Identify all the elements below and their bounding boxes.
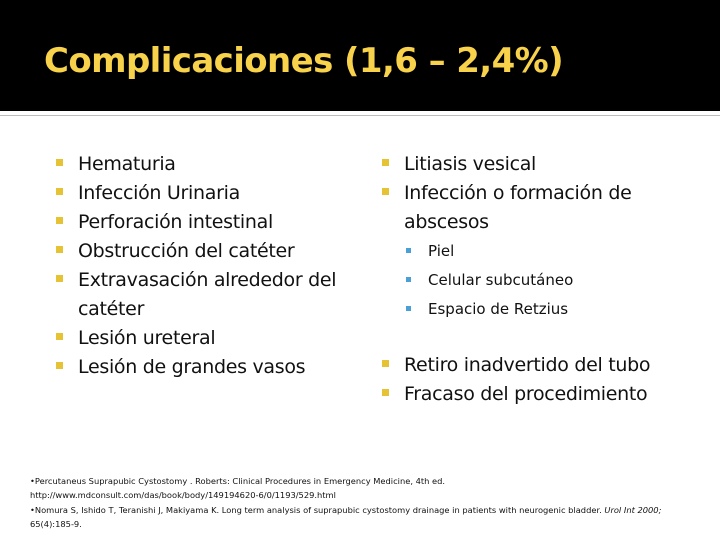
- left-column: [54, 150, 354, 382]
- list-item: Extravasación alrededor del catéter: [54, 266, 354, 324]
- reference-1-text: •Percutaneus Suprapubic Cystostomy . Roberts: Clinical Procedures in Emergency Medicine, 4th ed.: [30, 476, 446, 486]
- sub-list-item: Piel: [380, 237, 700, 266]
- sub-list-item: Celular subcutáneo: [380, 266, 700, 295]
- bullet-square-icon: [382, 360, 389, 367]
- reference-1: [30, 474, 695, 503]
- list-item: Infección o formación de abscesos: [380, 179, 700, 237]
- sub-bullet-square-icon: [406, 248, 411, 253]
- reference-2-text: •Nomura S, Ishido T, Teranishi J, Makiyama K. Long term analysis of suprapubic cystostomy drainage in patients with neurogenic bladder.: [30, 504, 605, 515]
- bullet-square-icon: [382, 389, 389, 396]
- bullet-square-icon: [56, 362, 63, 369]
- references: [30, 474, 695, 532]
- list-item: Litiasis vesical: [380, 150, 700, 179]
- left-bullet-list: [54, 150, 354, 382]
- reference-2-tail: 65(4):185-9.: [30, 519, 82, 530]
- bullet-square-icon: [382, 188, 389, 195]
- sub-list-item: Espacio de Retzius: [380, 295, 700, 324]
- list-item: Fracaso del procedimiento: [380, 380, 700, 409]
- bullet-square-icon: [382, 159, 389, 166]
- reference-2-journal: Urol Int 2000;: [604, 504, 662, 515]
- bullet-square-icon: [56, 188, 63, 195]
- list-item: Lesión de grandes vasos: [54, 353, 354, 382]
- list-item: Infección Urinaria: [54, 179, 354, 208]
- list-item: Lesión ureteral: [54, 324, 354, 353]
- slide-title: Complicaciones (1,6 – 2,4%): [44, 41, 564, 81]
- bullet-square-icon: [56, 275, 63, 282]
- reference-2: [30, 503, 695, 532]
- list-item: Obstrucción del catéter: [54, 237, 354, 266]
- bullet-square-icon: [56, 159, 63, 166]
- title-bar: [0, 0, 720, 111]
- bullet-square-icon: [56, 217, 63, 224]
- sub-bullet-square-icon: [406, 277, 411, 282]
- list-item: Retiro inadvertido del tubo: [380, 351, 700, 380]
- reference-1-url: http://www.mdconsult.com/das/book/body/149194620-6/0/1193/529.html: [30, 490, 336, 501]
- sub-bullet-square-icon: [406, 306, 411, 311]
- header-divider: [0, 111, 720, 116]
- bullet-square-icon: [56, 333, 63, 340]
- bullet-square-icon: [56, 246, 63, 253]
- right-bullet-list: [380, 150, 700, 409]
- list-item: Perforación intestinal: [54, 208, 354, 237]
- right-column: [380, 150, 700, 409]
- list-item: Hematuria: [54, 150, 354, 179]
